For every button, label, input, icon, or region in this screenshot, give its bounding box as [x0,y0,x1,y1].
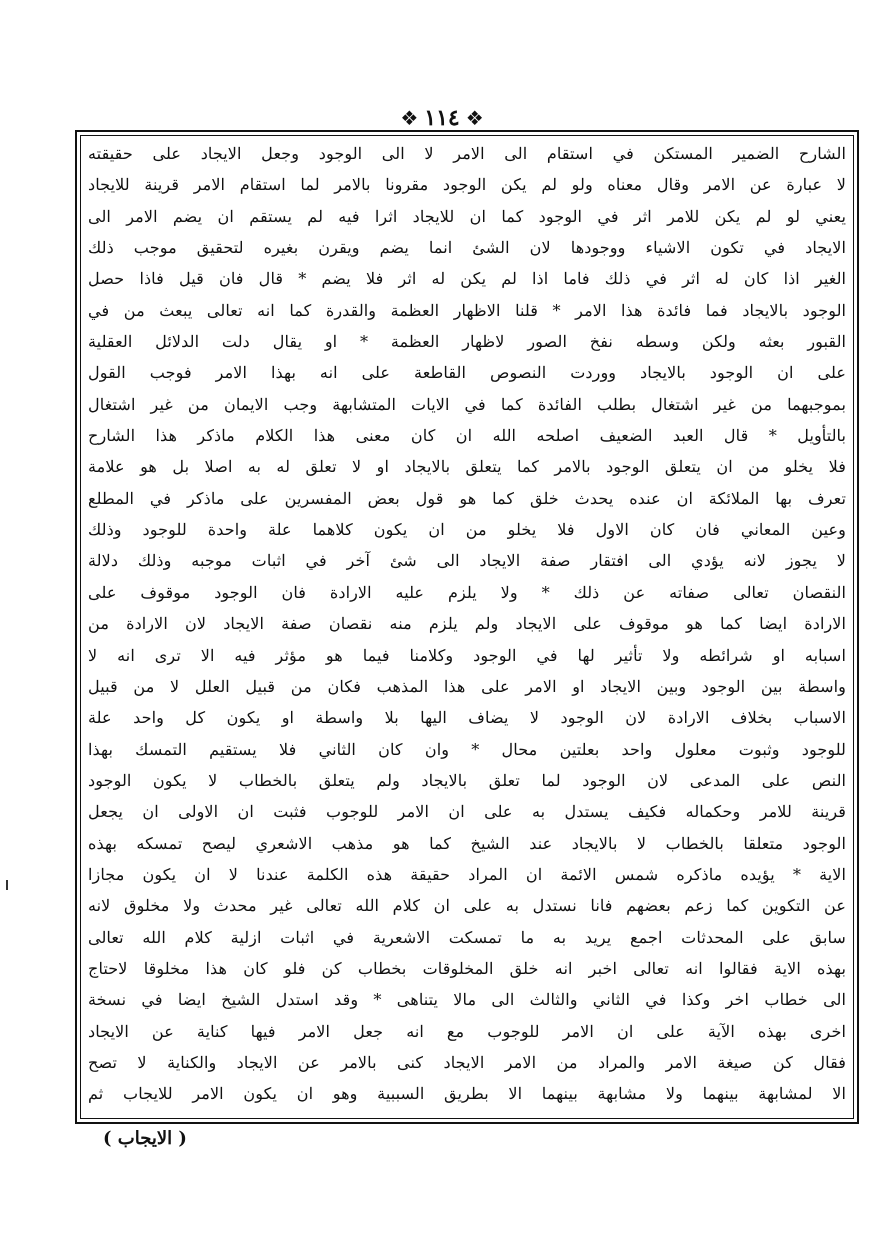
text-line: الاية * يؤيده ماذكره شمس الائمة ان المراد حقيقة هذه الكلمة عندنا لا ان يكون مجازا [88,864,846,884]
text-line: الغير اذا كان له اثر في ذلك فاما اذا لم يكن له اثر فلا يضم * قال فان قيل فاذا حصل [88,269,846,289]
text-line: القبور بعثه ولكن وسطه نفخ الصور لاظهار العظمة * او يقال دلت الدلائل العقلية [88,332,846,352]
text-line: فلا يخلو من ان يتعلق الوجود بالامر كما يتعلق بالايجاد او لا تعلق له به اصلا بل هو علامة [88,457,846,477]
text-body [88,138,846,1110]
text-line: تعرف بها الملائكة ان عنده يحدث خلق كما هو قول بعض المفسرين على ماذكر في المطلع [88,488,846,508]
text-line: بهذه الاية فقالوا انه تعالى اخبر انه خلق المخلوقات بخطاب كن فلو كان هذا مخلوقا لاحتاج [88,958,846,978]
text-line: الايجاد في تكون الاشياء ووجودها لان الشئ انما يضم ويقرن بغيره لتحقيق موجب ذلك [88,238,846,258]
margin-mark [6,880,8,890]
text-line: الى خطاب اخر وكذا في الثاني والثالث الى مالا يتناهى * وقد استدل الشيخ ايضا في نسخة [88,990,846,1010]
text-line: للوجود وثبوت معلول واحد بعلتين محال * وان كان الثاني فلا يستقيم التمسك بهذا [88,739,846,759]
text-line: الوجود متعلقا بالخطاب لا بالايجاد عند الشيخ كما هو مذهب الاشعري ليصح تمسكه بهذه [88,833,846,853]
text-line: سابق على المحدثات اجمع يريد به ما تمسكت الاشعرية في اثبات ازلية كلام الله تعالى [88,927,846,947]
text-line: وعين المعاني فان كان الاول فلا يخلو من ان يكون كلاهما علة واحدة للوجود وذلك [88,520,846,540]
text-line: يعني لو لم يكن للامر اثر في الوجود كما ان للايجاد اثرا فيه لم يستقم ان يضم الامر الى [88,206,846,226]
text-line: اسبابه او شرائطه ولا تأثير لها في الوجود وكلامنا فيما هو مؤثر فيه الا ترى انه لا [88,645,846,665]
text-line: بالتأويل * قال العبد الضعيف اصلحه الله ان كان معنى هذا الكلام ماذكر هذا الشارح [88,426,846,446]
text-line: لا عبارة عن الامر وقال معناه ولو لم يكن الوجود مقرونا بالامر لما استقام الامر قرينة للايجاد [88,175,846,195]
text-line: الوجود بالايجاد فما فائدة هذا الامر * قلنا الاظهار العظمة والقدرة كما انه تعالى يبعث من في [88,300,846,320]
text-line: الاسباب بخلاف الارادة لان الوجود لا يضاف اليها بلا واسطة او يكون كل واحد علة [88,708,846,728]
text-line: اخرى بهذه الآية على ان الامر للوجوب مع انه جعل الامر فيها كناية عن الايجاد [88,1021,846,1041]
text-line: عن التكوين كما زعم بعضهم فانا نستدل به على ان كلام الله تعالى غير محدث ولا مخلوق لانه [88,896,846,916]
text-line: الارادة ايضا كما هو موقوف على الايجاد ولم يلزم منه نقصان صفة الايجاد لان الارادة من [88,614,846,634]
text-line: النص على المدعى لان الوجود لما تعلق بالايجاد ولم يتعلق بالخطاب لا يكون الوجود [88,770,846,790]
ornament-left-icon: ❖ [400,106,419,130]
text-line: قرينة للامر وحكماله فكيف يستدل به على ان الامر للوجوب فثبت ان الاولى ان يجعل [88,802,846,822]
page-number: ١١٤ [424,105,460,131]
text-line: فقال كن صيغة الامر والمراد من الامر الايجاد كنى بالامر عن الايجاد والكناية لا تصح [88,1052,846,1072]
text-line: الشارح الضمير المستكن في استقام الى الامر لا الى الوجود وجعل الايجاد على حقيقته [88,144,846,163]
text-line: بموجبهما من غير اشتغال بطلب الفائدة كما في الايات المتشابهة وجب الايمان من غير اشتغال [88,394,846,414]
ornament-right-icon: ❖ [465,106,484,130]
text-line: النقصان تعالى صفاته عن ذلك * ولا يلزم عليه الارادة فان الوجود موقوف على [88,582,846,602]
catchword: ( الايجاب ) [103,1128,187,1149]
text-line: واسطة بين الوجود وبين الايجاد او الامر على هذا المذهب فكان من قبيل العلل لا من قبيل [88,676,846,696]
text-line: لا يجوز لانه يؤدي الى افتقار صفة الايجاد الى شئ آخر في اثبات موجبه وذلك دلالة [88,551,846,571]
text-line: على ان الوجود بالايجاد ووردت النصوص القاطعة على انه بهذا الامر فوجب القول [88,363,846,383]
text-line: الا لمشابهة بينهما ولا مشابهة بينهما الا بطريق السببية وهو ان يكون الامر للايجاب ثم [88,1084,846,1104]
